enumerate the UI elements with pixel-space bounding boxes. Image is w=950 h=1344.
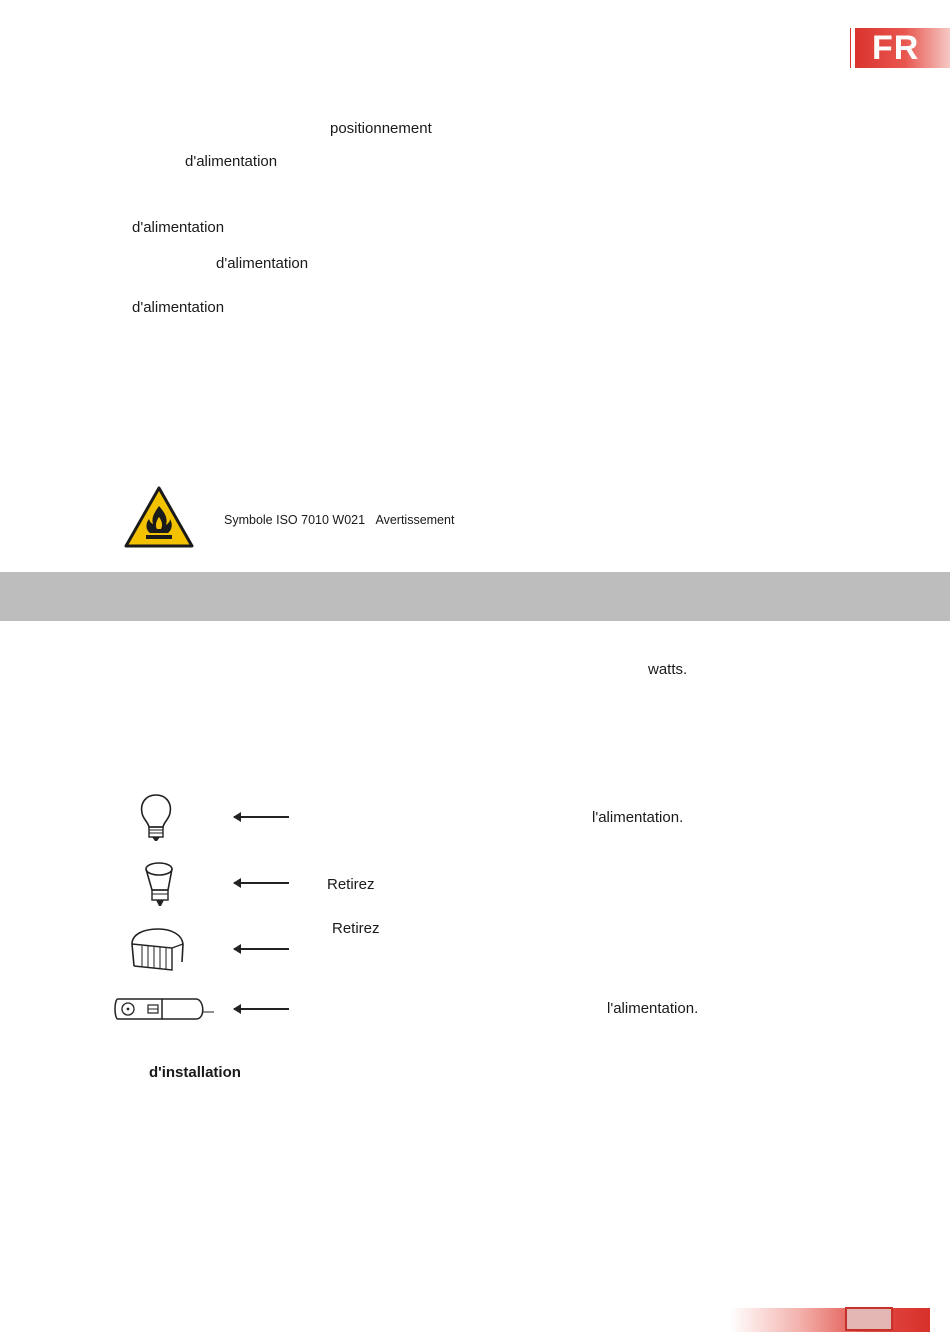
step-1-text: l'alimentation. xyxy=(592,809,684,826)
flammable-warning-icon xyxy=(124,486,194,548)
step-3-arrow xyxy=(234,948,289,950)
installation-label: d'installation xyxy=(149,1064,241,1081)
language-tab-stripe xyxy=(850,28,855,68)
text-watts: watts. xyxy=(648,661,688,678)
bulb-cap-icon xyxy=(140,860,180,910)
text-alimentation-2: d'alimentation xyxy=(132,219,225,236)
footer-gradient-bar xyxy=(730,1308,930,1332)
page-number-box xyxy=(845,1307,893,1331)
step-3-text: Retirez xyxy=(332,920,380,937)
step-4-text: l'alimentation. xyxy=(607,1000,699,1017)
text-alimentation-3: d'alimentation xyxy=(216,255,309,272)
bulb-icon xyxy=(136,792,176,844)
step-4-arrow xyxy=(234,1008,289,1010)
lamp-cover-icon xyxy=(128,926,186,972)
step-2-arrow xyxy=(234,882,289,884)
text-alimentation-1: d'alimentation xyxy=(185,153,278,170)
step-1-arrow xyxy=(234,816,289,818)
warning-caption xyxy=(224,511,454,529)
section-header-band xyxy=(0,572,950,621)
language-tab xyxy=(850,28,950,68)
language-code: FR xyxy=(872,29,920,67)
bulb-socket-icon xyxy=(112,995,216,1023)
warning-caption-code: Symbole ISO 7010 W021 xyxy=(224,513,366,527)
warning-caption-label: Avertissement xyxy=(375,513,455,527)
text-alimentation-4: d'alimentation xyxy=(132,299,225,316)
step-2-text: Retirez xyxy=(327,876,375,893)
text-positionnement: positionnement xyxy=(330,120,432,137)
